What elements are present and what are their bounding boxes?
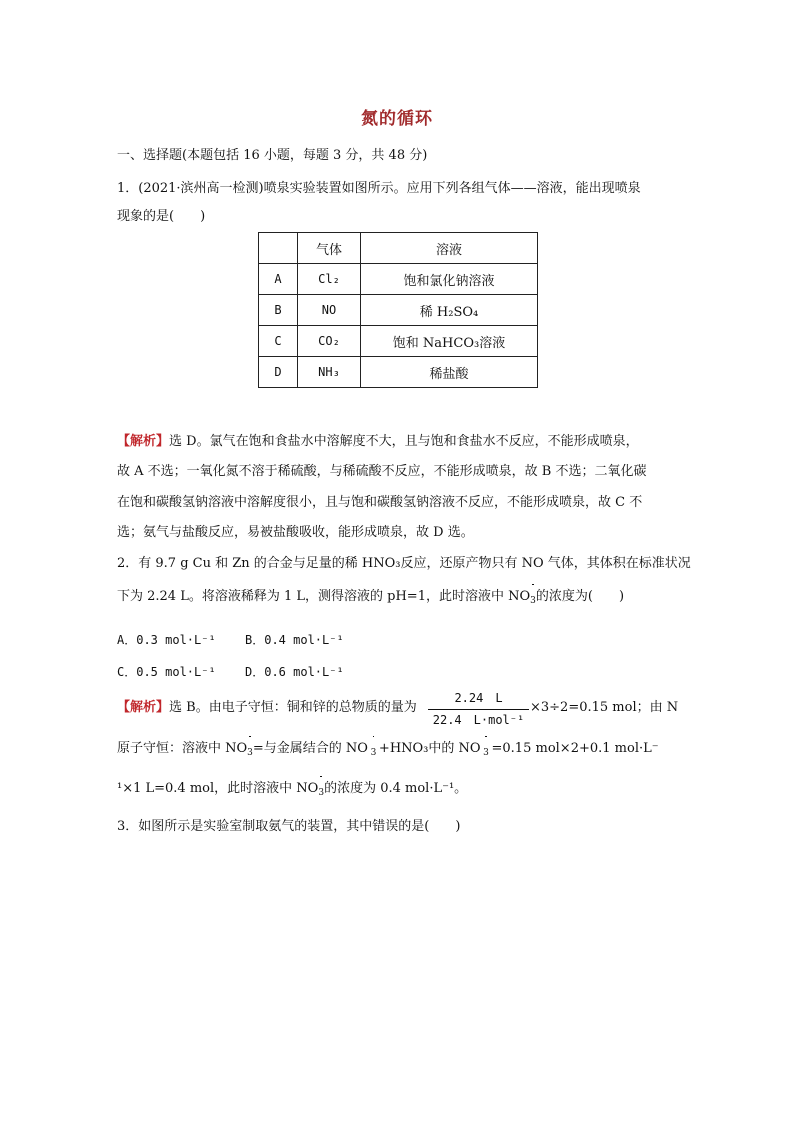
fraction-bar xyxy=(428,709,529,710)
q2-analysis-line1-start xyxy=(117,699,417,717)
table-row xyxy=(259,357,538,388)
table-row xyxy=(259,264,538,295)
q1-analysis-line3: 在饱和碳酸氢钠溶液中溶解度很小，且与饱和碳酸氢钠溶液不反应，不能形成喷泉，故 C 不 xyxy=(117,495,643,510)
option-label: B xyxy=(259,295,298,326)
solution-cell: 饱和 NaHCO₃溶液 xyxy=(361,326,538,357)
analysis-tag: 【解析】 xyxy=(117,700,170,715)
q1-options-table xyxy=(258,232,538,388)
nitrate-ion xyxy=(530,588,536,606)
fraction-denominator: 22.4 L·mol⁻¹ xyxy=(432,713,525,727)
subscript: 3 xyxy=(247,748,253,758)
subscript: 3 xyxy=(483,748,489,758)
analysis-text: 的浓度为 0.4 mol·L⁻¹。 xyxy=(324,781,468,796)
table-row xyxy=(259,326,538,357)
option-label: D xyxy=(259,357,298,388)
subscript: 3 xyxy=(530,596,536,606)
q2-stem-text: 下为 2.24 L。将溶液稀释为 1 L，测得溶液的 pH=1，此时溶液中 NO xyxy=(117,589,531,604)
analysis-text: =0.15 mol×2+0.1 mol·L⁻ xyxy=(491,741,659,756)
nitrate-ion xyxy=(371,740,377,758)
analysis-text: +HNO₃中的 NO xyxy=(378,741,481,756)
nitrate-ion xyxy=(318,780,324,798)
analysis-text: 原子守恒：溶液中 NO xyxy=(117,741,248,756)
gas-cell: Cl₂ xyxy=(298,264,361,295)
analysis-tag: 【解析】 xyxy=(117,434,170,449)
option-label: A xyxy=(259,264,298,295)
q2-stem-text: 的浓度为( ) xyxy=(535,589,625,604)
subscript: 3 xyxy=(318,788,325,798)
page-title: 氮的循环 xyxy=(361,109,433,129)
q3-stem: 3．如图所示是实验室制取氨气的装置，其中错误的是( ) xyxy=(117,819,461,834)
gas-cell: CO₂ xyxy=(298,326,361,357)
q2-option-a: A．0.3 mol·L⁻¹ xyxy=(117,633,216,647)
solution-cell: 饱和氯化钠溶液 xyxy=(361,264,538,295)
fraction-numerator: 2.24 L xyxy=(454,691,503,705)
q1-stem-line2: 现象的是( ) xyxy=(117,209,206,224)
q2-option-b: B．0.4 mol·L⁻¹ xyxy=(245,633,344,647)
nitrate-ion xyxy=(247,740,253,758)
q2-option-d: D．0.6 mol·L⁻¹ xyxy=(245,665,344,679)
table-header-cell: 气体 xyxy=(298,233,361,264)
gas-cell: NH₃ xyxy=(298,357,361,388)
table-row xyxy=(259,295,538,326)
subscript: 3 xyxy=(370,748,377,758)
q2-analysis-line3 xyxy=(117,780,467,798)
solution-cell: 稀盐酸 xyxy=(361,357,538,388)
table-header-cell xyxy=(259,233,298,264)
analysis-text: 选 D。氯气在饱和食盐水中溶解度不大，且与饱和食盐水不反应，不能形成喷泉， xyxy=(169,434,639,449)
q1-analysis-line4: 选；氨气与盐酸反应，易被盐酸吸收，能形成喷泉，故 D 选。 xyxy=(117,525,474,540)
table-header-cell: 溶液 xyxy=(361,233,538,264)
q2-stem-line2 xyxy=(117,588,624,606)
q1-analysis-line1 xyxy=(117,433,639,451)
analysis-text: 选 B。由电子守恒：铜和锌的总物质的量为 xyxy=(169,700,417,715)
solution-cell: 稀 H₂SO₄ xyxy=(361,295,538,326)
option-label: C xyxy=(259,326,298,357)
nitrate-ion xyxy=(483,740,489,758)
q1-stem-line1: 1．(2021·滨州高一检测)喷泉实验装置如图所示。应用下列各组气体——溶液，能出现喷泉 xyxy=(117,181,641,196)
gas-cell: NO xyxy=(298,295,361,326)
analysis-text: =与金属结合的 NO xyxy=(252,741,368,756)
q2-option-c: C．0.5 mol·L⁻¹ xyxy=(117,665,216,679)
section-header: 一、选择题(本题包括 16 小题，每题 3 分，共 48 分) xyxy=(117,148,428,163)
table-header-row xyxy=(259,233,538,264)
q2-analysis-line2 xyxy=(117,740,659,758)
q1-analysis-line2: 故 A 不选；一氧化氮不溶于稀硫酸，与稀硫酸不反应，不能形成喷泉，故 B 不选；二氧化碳 xyxy=(117,464,647,479)
q2-stem-line1: 2．有 9.7 g Cu 和 Zn 的合金与足量的稀 HNO₃反应，还原产物只有 NO 气体，其体积在标准状况 xyxy=(117,556,691,571)
analysis-text: ¹×1 L=0.4 mol，此时溶液中 NO xyxy=(117,781,319,796)
q2-analysis-line1-end: ×3÷2=0.15 mol；由 N xyxy=(530,700,679,715)
